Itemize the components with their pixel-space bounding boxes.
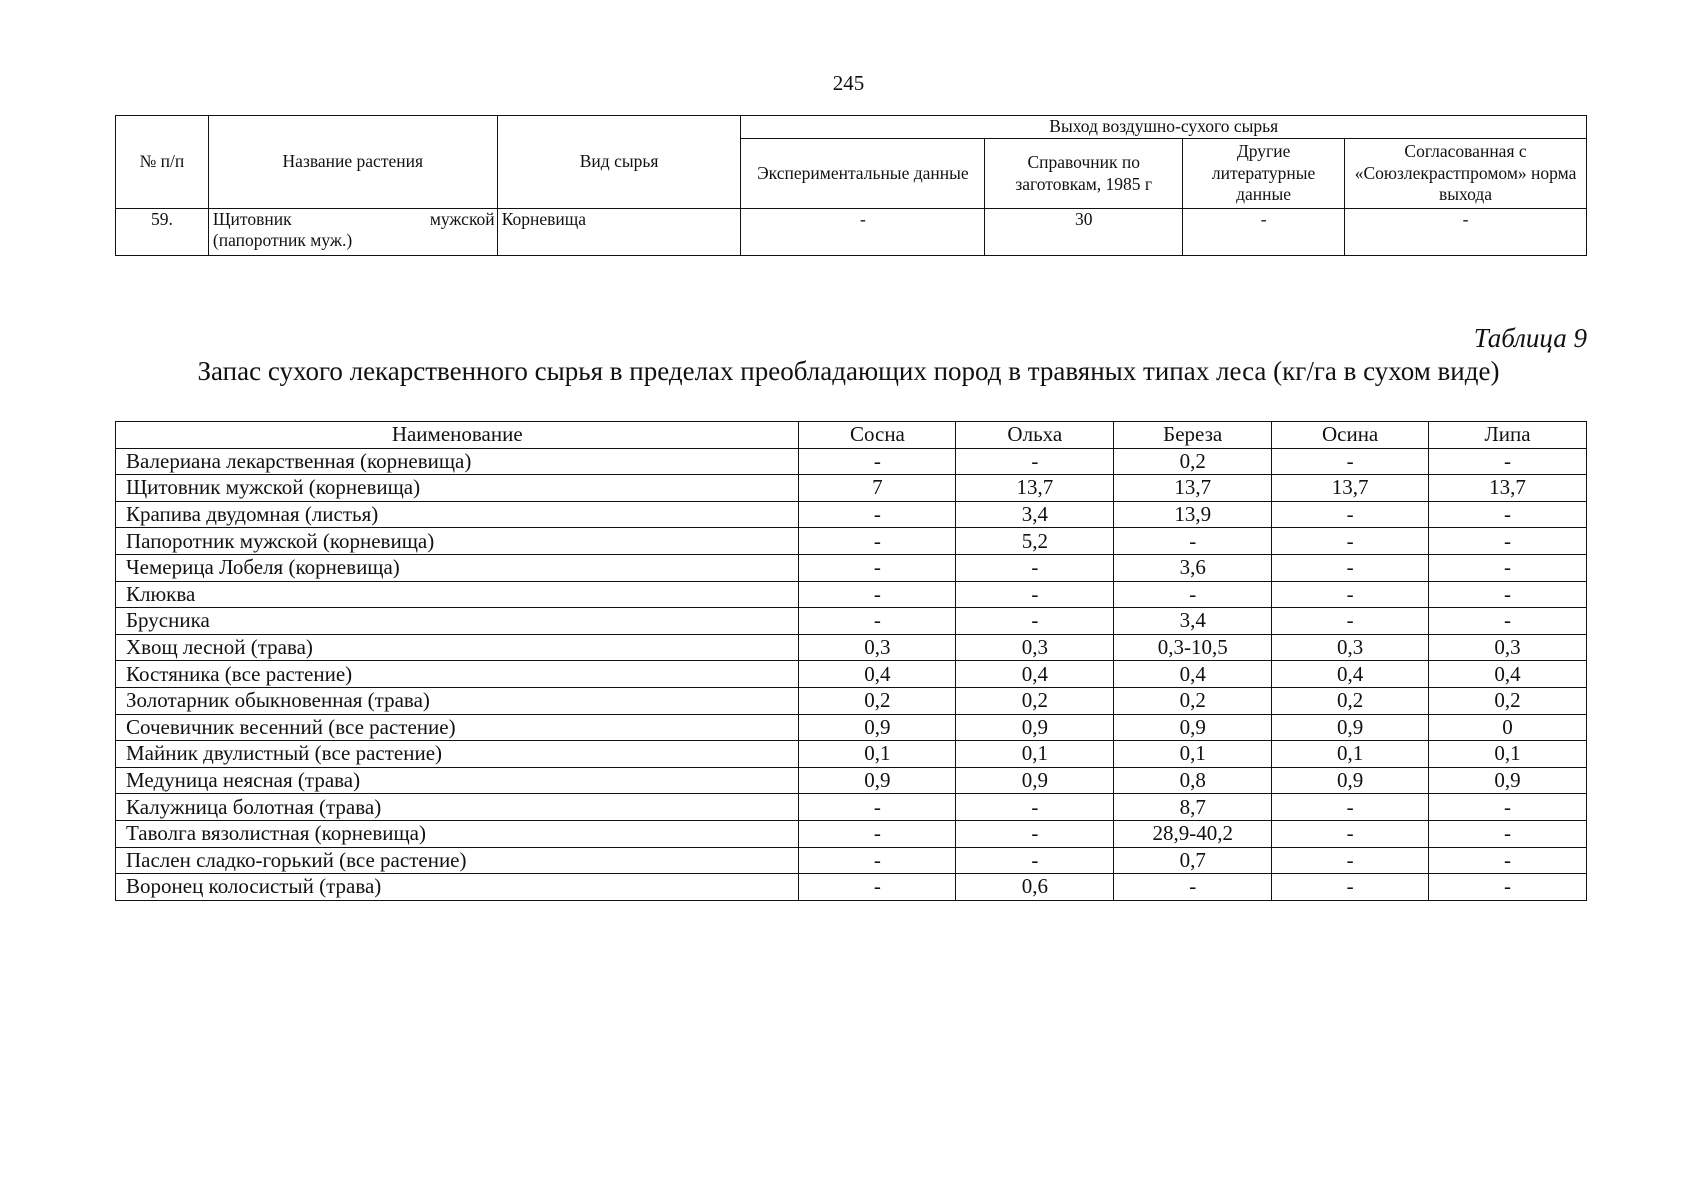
table-row bbox=[116, 554, 1587, 581]
birch-value-cell: - bbox=[1114, 581, 1272, 608]
pine-value-cell: 0,4 bbox=[799, 661, 956, 688]
birch-value-cell: 0,9 bbox=[1114, 714, 1272, 741]
birch-value-cell: 3,4 bbox=[1114, 608, 1272, 635]
alder-value-cell: - bbox=[956, 820, 1114, 847]
plant-name-cell: Брусника bbox=[116, 608, 799, 635]
pine-value-cell: 0,9 bbox=[799, 767, 956, 794]
alder-value-cell: 0,1 bbox=[956, 741, 1114, 768]
birch-value-cell: 0,2 bbox=[1114, 687, 1272, 714]
linden-value-cell: 13,7 bbox=[1429, 475, 1587, 502]
aspen-value-cell: 0,2 bbox=[1272, 687, 1429, 714]
header-aspen: Осина bbox=[1272, 422, 1429, 449]
birch-value-cell: 13,9 bbox=[1114, 501, 1272, 528]
alder-value-cell: 0,9 bbox=[956, 767, 1114, 794]
aspen-value-cell: 13,7 bbox=[1272, 475, 1429, 502]
aspen-value-cell: - bbox=[1272, 847, 1429, 874]
table-label: Таблица 9 bbox=[1473, 323, 1587, 353]
plant-name-cell: Папоротник мужской (корневища) bbox=[116, 528, 799, 555]
birch-value-cell: 0,8 bbox=[1114, 767, 1272, 794]
alder-value-cell: 0,4 bbox=[956, 661, 1114, 688]
plant-name-cell: Таволга вязолистная (корневища) bbox=[116, 820, 799, 847]
birch-value-cell: 3,6 bbox=[1114, 554, 1272, 581]
row-raw-type: Корневища bbox=[497, 209, 741, 256]
header-agreed-norm: Согласованная с «Союзлекрастпромом» норма выхода bbox=[1345, 139, 1587, 209]
header-yield-group: Выход воздушно-сухого сырья bbox=[741, 116, 1587, 139]
aspen-value-cell: - bbox=[1272, 608, 1429, 635]
row-plant-name bbox=[208, 209, 497, 256]
plant-name-cell: Золотарник обыкновенная (трава) bbox=[116, 687, 799, 714]
birch-value-cell: 8,7 bbox=[1114, 794, 1272, 821]
linden-value-cell: - bbox=[1429, 820, 1587, 847]
table-row bbox=[116, 714, 1587, 741]
plant-name-cell: Воронец колосистый (трава) bbox=[116, 874, 799, 901]
aspen-value-cell: - bbox=[1272, 528, 1429, 555]
linden-value-cell: - bbox=[1429, 528, 1587, 555]
plant-name-cell: Клюква bbox=[116, 581, 799, 608]
row-literature: - bbox=[1183, 209, 1345, 256]
table-row bbox=[116, 741, 1587, 768]
plant-name-cell: Калужница болотная (трава) bbox=[116, 794, 799, 821]
linden-value-cell: 0,2 bbox=[1429, 687, 1587, 714]
plant-yield-table bbox=[115, 115, 1587, 256]
pine-value-cell: - bbox=[799, 448, 956, 475]
table-title: Запас сухого лекарственного сырья в пределах преобладающих пород в травяных типах леса (кг/га в сухом виде) bbox=[197, 356, 1500, 386]
linden-value-cell: - bbox=[1429, 554, 1587, 581]
table-header-row bbox=[116, 422, 1587, 449]
table-row bbox=[116, 501, 1587, 528]
pine-value-cell: 0,1 bbox=[799, 741, 956, 768]
header-literature: Другие литературные данные bbox=[1183, 139, 1345, 209]
plant-name-cell: Костяника (все растение) bbox=[116, 661, 799, 688]
linden-value-cell: - bbox=[1429, 501, 1587, 528]
raw-material-stock-table bbox=[115, 421, 1587, 901]
plant-name-cell: Чемерица Лобеля (корневища) bbox=[116, 554, 799, 581]
header-reference: Справочник по заготовкам, 1985 г bbox=[985, 139, 1183, 209]
aspen-value-cell: - bbox=[1272, 501, 1429, 528]
birch-value-cell: 0,4 bbox=[1114, 661, 1272, 688]
linden-value-cell: - bbox=[1429, 874, 1587, 901]
pine-value-cell: - bbox=[799, 608, 956, 635]
pine-value-cell: - bbox=[799, 528, 956, 555]
pine-value-cell: - bbox=[799, 847, 956, 874]
pine-value-cell: 0,9 bbox=[799, 714, 956, 741]
linden-value-cell: - bbox=[1429, 794, 1587, 821]
pine-value-cell: - bbox=[799, 820, 956, 847]
birch-value-cell: 0,7 bbox=[1114, 847, 1272, 874]
plant-name-cell: Щитовник мужской (корневища) bbox=[116, 475, 799, 502]
alder-value-cell: - bbox=[956, 581, 1114, 608]
alder-value-cell: - bbox=[956, 448, 1114, 475]
plant-name-cell: Медуница неясная (трава) bbox=[116, 767, 799, 794]
pine-value-cell: 0,3 bbox=[799, 634, 956, 661]
header-experimental: Экспериментальные данные bbox=[741, 139, 985, 209]
birch-value-cell: 13,7 bbox=[1114, 475, 1272, 502]
alder-value-cell: 0,3 bbox=[956, 634, 1114, 661]
alder-value-cell: 13,7 bbox=[956, 475, 1114, 502]
header-plant-name: Название растения bbox=[208, 116, 497, 209]
header-birch: Береза bbox=[1114, 422, 1272, 449]
aspen-value-cell: 0,4 bbox=[1272, 661, 1429, 688]
linden-value-cell: 0 bbox=[1429, 714, 1587, 741]
birch-value-cell: - bbox=[1114, 528, 1272, 555]
plant-name-part: мужской bbox=[429, 209, 495, 229]
table-row bbox=[116, 209, 1587, 256]
table-row bbox=[116, 847, 1587, 874]
pine-value-cell: 7 bbox=[799, 475, 956, 502]
table-row bbox=[116, 661, 1587, 688]
plant-name-cell: Хвощ лесной (трава) bbox=[116, 634, 799, 661]
header-linden: Липа bbox=[1429, 422, 1587, 449]
alder-value-cell: 3,4 bbox=[956, 501, 1114, 528]
linden-value-cell: - bbox=[1429, 581, 1587, 608]
birch-value-cell: 0,1 bbox=[1114, 741, 1272, 768]
linden-value-cell: 0,3 bbox=[1429, 634, 1587, 661]
alder-value-cell: 0,6 bbox=[956, 874, 1114, 901]
table-row bbox=[116, 475, 1587, 502]
row-num: 59. bbox=[116, 209, 209, 256]
plant-name-cell: Крапива двудомная (листья) bbox=[116, 501, 799, 528]
table-row bbox=[116, 820, 1587, 847]
pine-value-cell: 0,2 bbox=[799, 687, 956, 714]
birch-value-cell: 28,9-40,2 bbox=[1114, 820, 1272, 847]
table-row bbox=[116, 874, 1587, 901]
header-raw-type: Вид сырья bbox=[497, 116, 741, 209]
birch-value-cell: - bbox=[1114, 874, 1272, 901]
header-pine: Сосна bbox=[799, 422, 956, 449]
table-row bbox=[116, 687, 1587, 714]
aspen-value-cell: - bbox=[1272, 874, 1429, 901]
table-row bbox=[116, 767, 1587, 794]
pine-value-cell: - bbox=[799, 794, 956, 821]
aspen-value-cell: - bbox=[1272, 820, 1429, 847]
linden-value-cell: 0,1 bbox=[1429, 741, 1587, 768]
aspen-value-cell: - bbox=[1272, 448, 1429, 475]
table-row bbox=[116, 794, 1587, 821]
header-name: Наименование bbox=[116, 422, 799, 449]
table-row bbox=[116, 608, 1587, 635]
aspen-value-cell: 0,1 bbox=[1272, 741, 1429, 768]
plant-name-cell: Майник двулистный (все растение) bbox=[116, 741, 799, 768]
alder-value-cell: - bbox=[956, 554, 1114, 581]
aspen-value-cell: - bbox=[1272, 794, 1429, 821]
table-row bbox=[116, 581, 1587, 608]
linden-value-cell: - bbox=[1429, 608, 1587, 635]
linden-value-cell: - bbox=[1429, 847, 1587, 874]
aspen-value-cell: - bbox=[1272, 554, 1429, 581]
pine-value-cell: - bbox=[799, 501, 956, 528]
plant-name-cell: Паслен сладко-горький (все растение) bbox=[116, 847, 799, 874]
linden-value-cell: 0,4 bbox=[1429, 661, 1587, 688]
plant-name-part: Щитовник bbox=[212, 209, 292, 229]
alder-value-cell: 0,2 bbox=[956, 687, 1114, 714]
table-row bbox=[116, 528, 1587, 555]
linden-value-cell: 0,9 bbox=[1429, 767, 1587, 794]
row-experimental: - bbox=[741, 209, 985, 256]
linden-value-cell: - bbox=[1429, 448, 1587, 475]
table-row bbox=[116, 448, 1587, 475]
birch-value-cell: 0,2 bbox=[1114, 448, 1272, 475]
aspen-value-cell: 0,9 bbox=[1272, 767, 1429, 794]
alder-value-cell: - bbox=[956, 608, 1114, 635]
pine-value-cell: - bbox=[799, 874, 956, 901]
table-row bbox=[116, 634, 1587, 661]
birch-value-cell: 0,3-10,5 bbox=[1114, 634, 1272, 661]
page-number: 245 bbox=[832, 71, 865, 95]
pine-value-cell: - bbox=[799, 581, 956, 608]
plant-name-cell: Сочевичник весенний (все растение) bbox=[116, 714, 799, 741]
alder-value-cell: - bbox=[956, 794, 1114, 821]
plant-name-cell: Валериана лекарственная (корневища) bbox=[116, 448, 799, 475]
pine-value-cell: - bbox=[799, 554, 956, 581]
plant-name-part: (папоротник муж.) bbox=[212, 230, 353, 251]
header-alder: Ольха bbox=[956, 422, 1114, 449]
aspen-value-cell: - bbox=[1272, 581, 1429, 608]
alder-value-cell: - bbox=[956, 847, 1114, 874]
alder-value-cell: 5,2 bbox=[956, 528, 1114, 555]
aspen-value-cell: 0,3 bbox=[1272, 634, 1429, 661]
header-num: № п/п bbox=[116, 116, 209, 209]
row-reference: 30 bbox=[985, 209, 1183, 256]
row-agreed-norm: - bbox=[1345, 209, 1587, 256]
aspen-value-cell: 0,9 bbox=[1272, 714, 1429, 741]
alder-value-cell: 0,9 bbox=[956, 714, 1114, 741]
